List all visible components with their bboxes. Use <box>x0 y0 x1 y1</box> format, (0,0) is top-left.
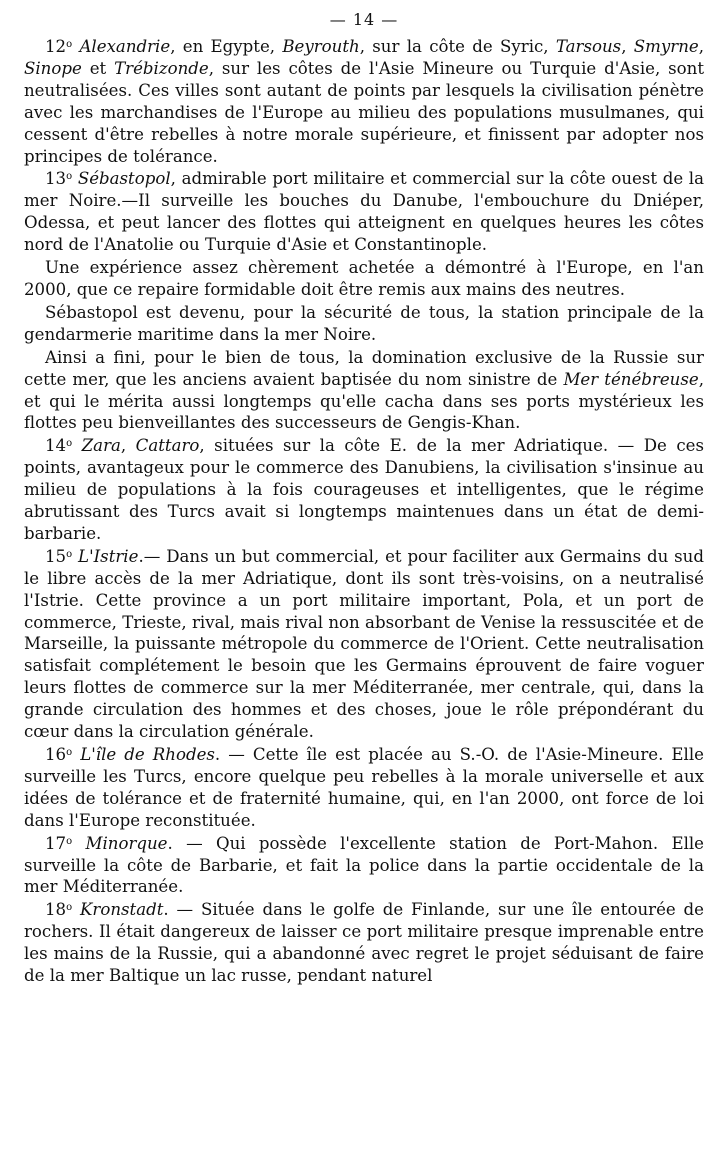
ordinal-mark: o <box>66 171 73 183</box>
text-run: , <box>698 37 704 56</box>
place-name: Cattaro <box>135 436 200 456</box>
text-run: , <box>120 436 136 456</box>
paragraph-p13 <box>24 168 704 256</box>
text-run: , sur la côte de Syric, <box>359 37 556 56</box>
paragraph-p15 <box>24 546 704 743</box>
paragraph-p13d <box>24 347 704 435</box>
place-name: Beyrouth <box>282 37 360 56</box>
section-number: 18 <box>45 900 67 920</box>
place-name: Smyrne <box>633 37 699 56</box>
text-run: et <box>81 58 115 78</box>
ordinal-mark: o <box>66 747 73 758</box>
text-run: Sébastopol est devenu, pour la sécurité de tous, la station principale de la gendarmerie maritime dans la mer Noire. <box>24 302 704 344</box>
text-run: , situées sur la côte E. de la mer Adriatique. — De ces points, avantageux pour le commerce des Danubiens, la civilisation s'insinue au milieu de populations à la fois courageuses et intelligentes, que le régime abrutissant des Turcs avait si longtemps maintenues dans un état de demi-barbarie. <box>24 436 704 543</box>
text-run: , en Egypte, <box>170 37 283 56</box>
place-name: Zara <box>81 436 121 456</box>
place-name: Sinope <box>24 58 82 78</box>
place-name: Tarsous <box>555 37 622 56</box>
page-number: — 14 — <box>329 10 399 29</box>
section-number: 13 <box>45 169 67 189</box>
place-name: Sébastopol <box>77 169 171 189</box>
section-number: 17 <box>45 833 67 853</box>
text-run: , admirable port militaire et commercial sur la côte ouest de la mer Noire.—Il surveille les bouches du Danube, l'embouchure du Dniéper, Odessa, et peut lancer des flottes qui atteignent en quelques heures les côtes nord de l'Anatolie ou Turquie d'Asie et Constantinople. <box>24 169 704 255</box>
ordinal-mark: o <box>66 39 73 50</box>
paragraph-p12 <box>24 36 704 167</box>
paragraph-p18 <box>24 899 704 987</box>
section-number: 16 <box>45 745 67 764</box>
paragraph-p14 <box>24 435 704 545</box>
paragraph-p13c <box>24 302 704 346</box>
section-number: 12 <box>45 37 67 56</box>
ordinal-mark: o <box>66 835 73 847</box>
text-run: . — Située dans le golfe de Finlande, sur une île entourée de rochers. Il était dangereux de laisser ce port militaire presque imprenable entre les mains de la Russie, qui a abandonné avec regret le projet séduisant de faire de la mer Baltique un lac russe, pendant naturel <box>24 900 705 986</box>
text-run: .— Dans un but commercial, et pour faciliter aux Germains du sud le libre accès de la mer Adriatique, dont ils sont très-voisins, on a neutralisé l'Istrie. Cette province a un port militaire important, Pola, et un port de commerce, Trieste, rival, mais rival non absorbant de Venise la ressuscitée et de Marseille, la puissante métropole du commerce de l'Orient. Cette neutralisation satisfait complétement le besoin que les Germains éprouvent de faire voguer leurs flottes de commerce sur la mer Méditerranée, mer centrale, qui, dans la grande circulation des hommes et des choses, joue le rôle prépondérant du cœur dans la circulation générale. <box>24 546 704 742</box>
paragraph-p16 <box>24 744 704 832</box>
text-run: Une expérience assez chèrement achetée a démontré à l'Europe, en l'an 2000, que ce repaire formidable doit être remis aux mains des neutres. <box>24 258 704 299</box>
text-run: Ainsi a fini, pour le bien de tous, la domination exclusive de la Russie sur cette mer, que les anciens avaient baptisée du nom sinistre de <box>24 347 704 389</box>
place-name: L'Istrie <box>78 546 139 566</box>
place-name: Minorque <box>85 833 168 853</box>
text-run: , <box>621 37 634 56</box>
ordinal-mark: o <box>66 438 73 450</box>
paragraph-p17 <box>24 833 704 899</box>
place-name: L'île de Rhodes <box>80 745 215 764</box>
paragraph-p13b <box>24 257 704 301</box>
place-name: Mer ténébreuse <box>563 369 699 389</box>
place-name: Alexandrie <box>79 37 171 56</box>
ordinal-mark: o <box>66 902 73 914</box>
text-run: , et qui le mérita aussi longtemps qu'elle cacha dans ses ports mystérieux les flottes peu bienveillantes des successeurs de Gengis-Khan. <box>24 369 704 433</box>
text-run: . — Qui possède l'excellente station de Port-Mahon. Elle surveille la côte de Barbarie, et fait la police dans la partie occidentale de la mer Méditerranée. <box>24 833 704 897</box>
place-name: Kronstadt <box>80 900 164 920</box>
ordinal-mark: o <box>66 548 73 560</box>
text-run: , sur les côtes de l'Asie Mineure ou Turquie d'Asie, sont neutralisées. Ces villes sont autant de points par lesquels la civilisation pénètre avec les marchandises de l'Europe au milieu des populations musulmanes, qui cessent d'être rebelles à notre morale supérieure, et finissent par adopter nos principes de tolérance. <box>24 58 704 166</box>
body-text <box>24 36 704 987</box>
text-run: . — Cette île est placée au S.-O. de l'Asie-Mineure. Elle surveille les Turcs, encore quelque peu rebelles à la morale universelle et aux idées de tolérance et de fraternité humaine, qui, en l'an 2000, ont force de loi dans l'Europe reconstituée. <box>24 745 704 830</box>
section-number: 15 <box>45 546 67 566</box>
section-number: 14 <box>45 436 67 456</box>
place-name: Trébizonde <box>114 58 209 78</box>
